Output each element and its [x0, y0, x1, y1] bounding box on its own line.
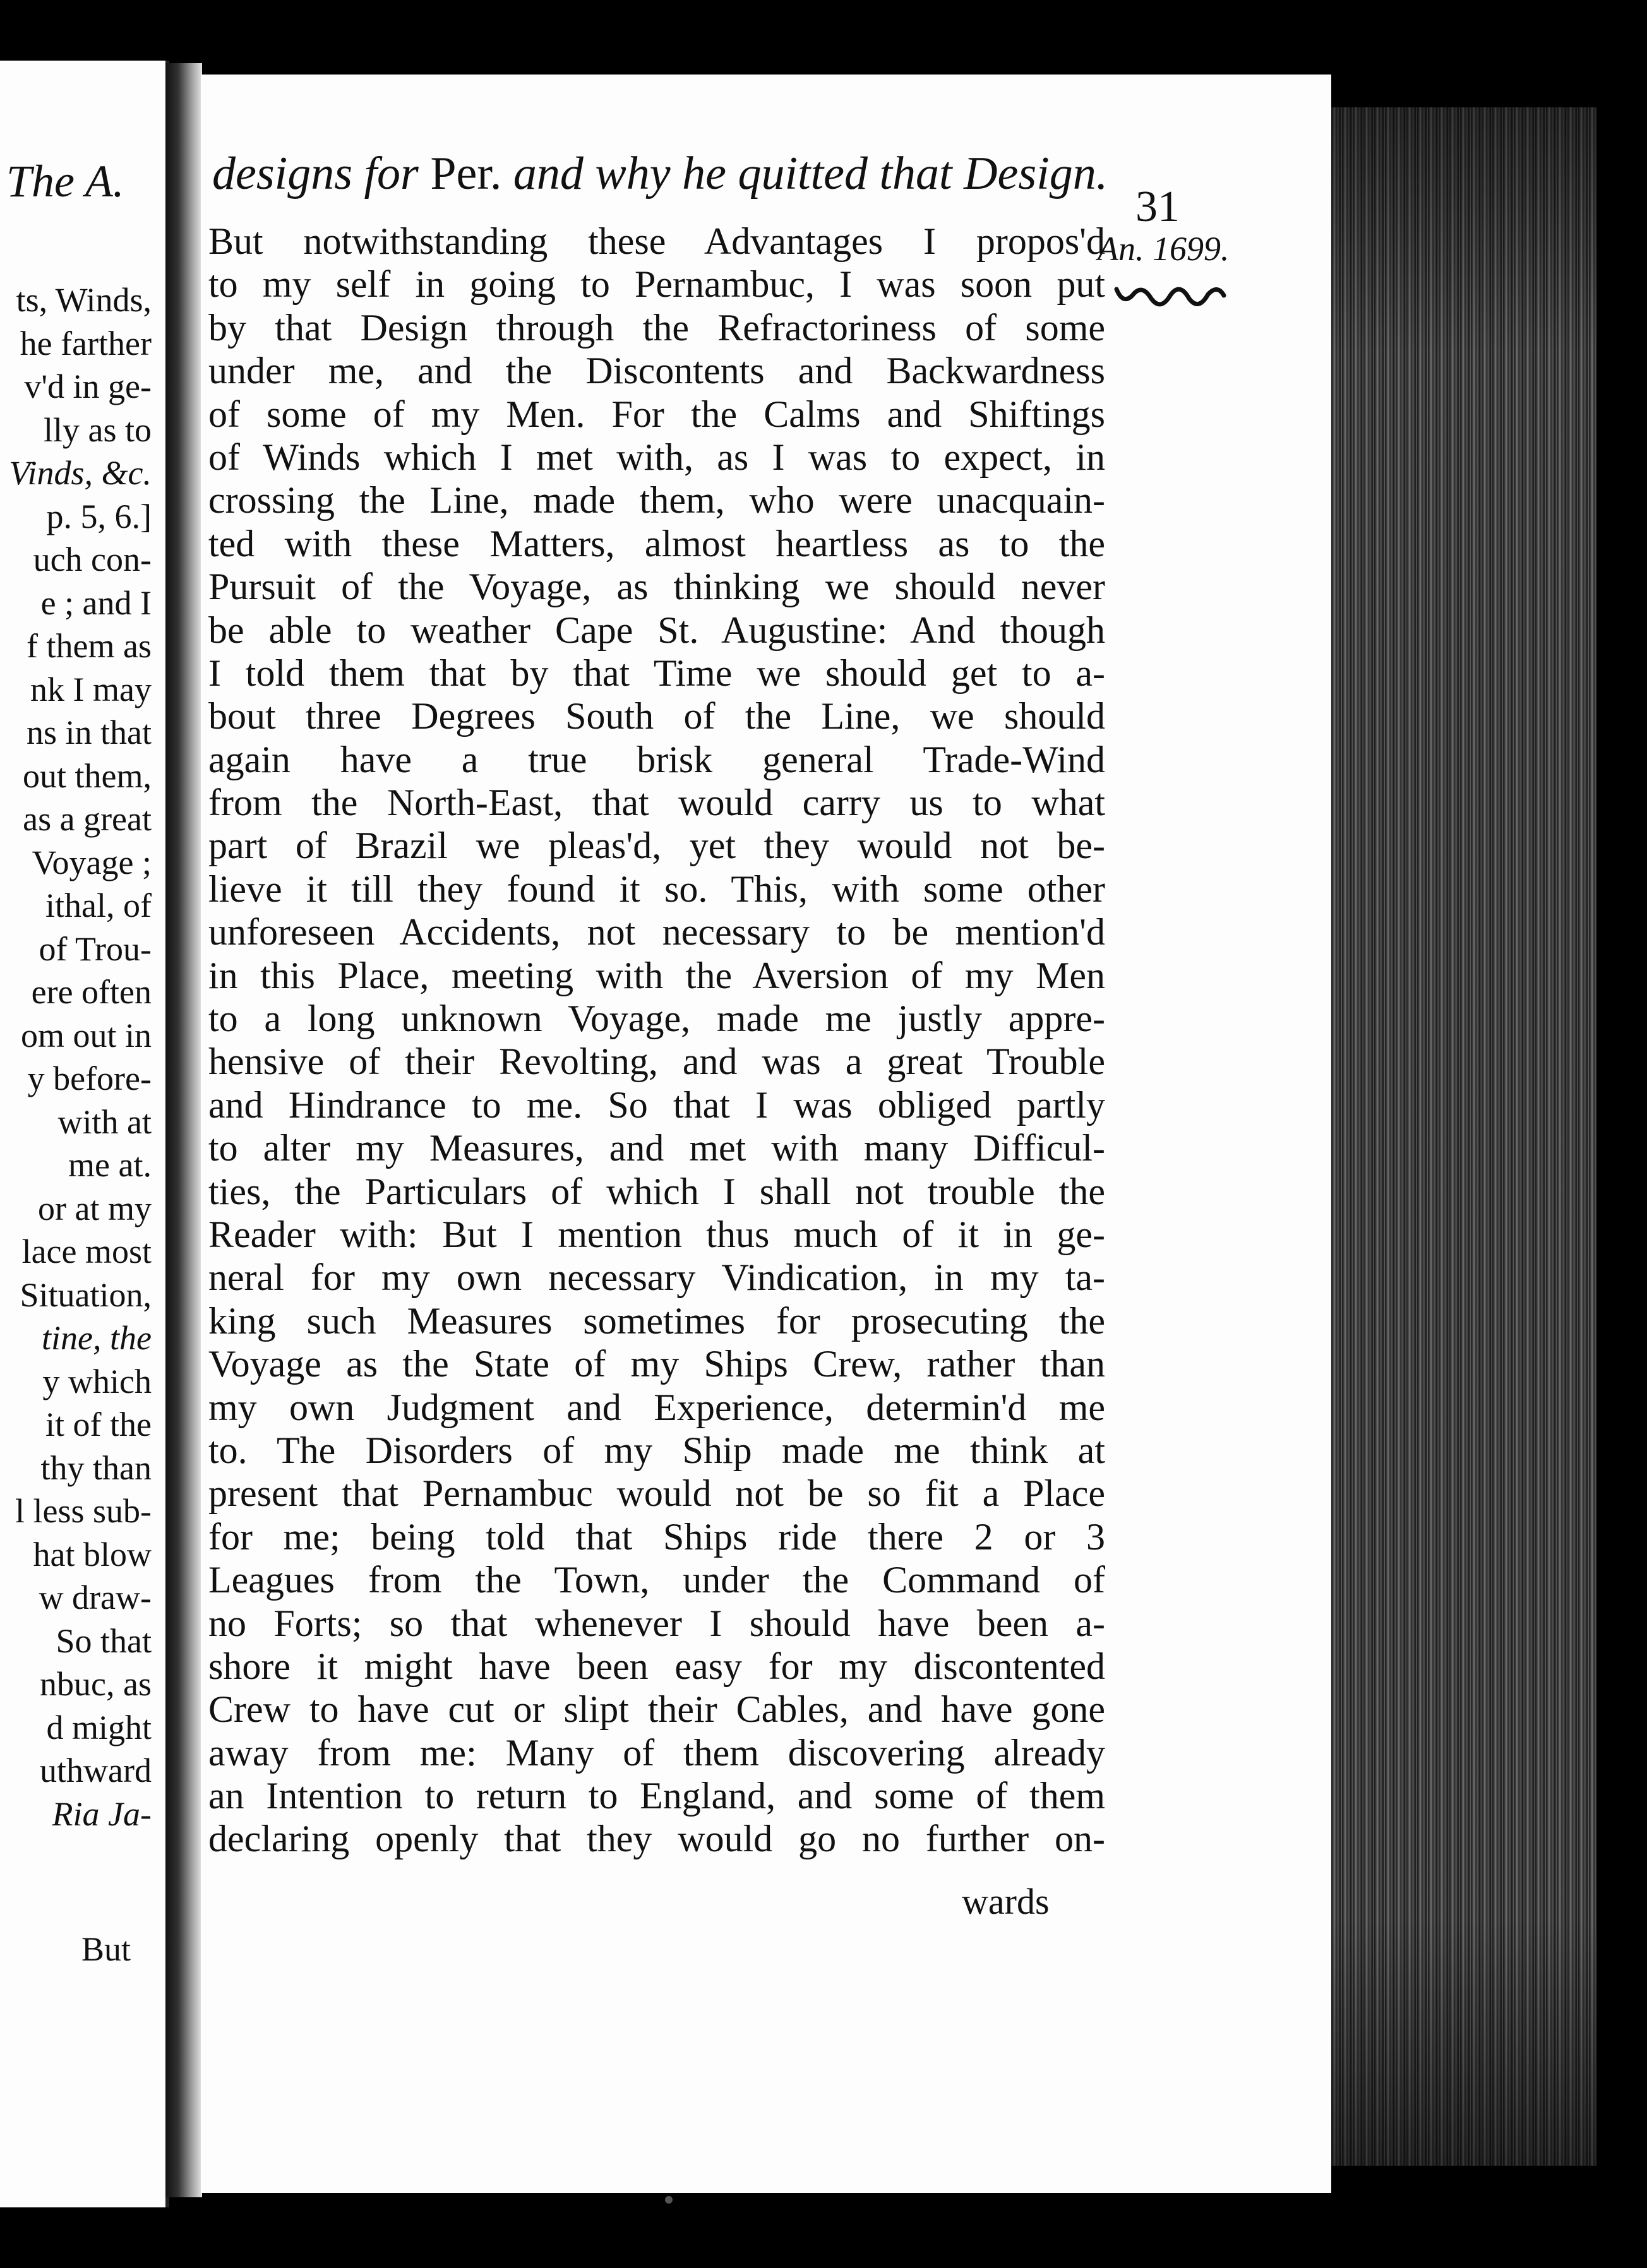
left-line: of Trou-: [39, 929, 152, 968]
left-line: thy than: [40, 1448, 152, 1487]
body-line: to a long unknown Voyage, made me justly appre-: [208, 998, 1105, 1040]
body-line: But notwithstanding these Advantages I propos'd: [208, 220, 1105, 262]
left-line: tine, the: [42, 1319, 152, 1357]
body-line: declaring openly that they would go no further on-: [208, 1818, 1105, 1860]
left-line: Situation,: [20, 1275, 152, 1314]
catchword: wards: [962, 1881, 1050, 1922]
margin-year-note: An. 1699.: [1098, 230, 1230, 268]
body-line: bout three Degrees South of the Line, we should: [208, 695, 1105, 737]
body-line: to alter my Measures, and met with many Difficul-: [208, 1127, 1105, 1169]
body-line: unforeseen Accidents, not necessary to be mention'd: [208, 911, 1105, 953]
body-line: from the North-East, that would carry us to what: [208, 782, 1105, 824]
left-line: me at.: [68, 1146, 152, 1184]
body-line: of Winds which I met with, as I was to expect, in: [208, 436, 1105, 478]
left-line: So that: [56, 1621, 152, 1660]
right-page: [201, 75, 1331, 2193]
body-line: hensive of their Revolting, and was a great Trouble: [208, 1041, 1105, 1083]
left-line: hat blow: [33, 1535, 152, 1573]
left-line: he farther: [20, 324, 152, 362]
paper-speck: [665, 2196, 673, 2204]
body-line: Leagues from the Town, under the Command of: [208, 1559, 1105, 1601]
left-line: nk I may: [30, 670, 152, 708]
body-line: lieve it till they found it so. This, with some other: [208, 868, 1105, 910]
left-line: ere often: [31, 973, 152, 1011]
body-line: of some of my Men. For the Calms and Shiftings: [208, 393, 1105, 435]
left-line: nbuc, as: [40, 1665, 152, 1703]
body-line: neral for my own necessary Vindication, in my ta-: [208, 1256, 1105, 1299]
body-line: present that Pernambuc would not be so fit a Place: [208, 1472, 1105, 1515]
left-line: Ria Ja-: [52, 1794, 152, 1833]
running-head-part: and why he quitted that Design.: [513, 148, 1108, 200]
left-line: lace most: [21, 1232, 152, 1270]
body-line: Pursuit of the Voyage, as thinking we should never: [208, 566, 1105, 608]
body-line: by that Design through the Refractoriness of some: [208, 306, 1105, 349]
left-line: ts, Winds,: [16, 281, 152, 319]
book-gutter: [165, 63, 202, 2197]
body-line: no Forts; so that whenever I should have been a-: [208, 1602, 1105, 1644]
body-line: my own Judgment and Experience, determin'd me: [208, 1386, 1105, 1428]
body-line: ted with these Matters, almost heartless as to the: [208, 522, 1105, 564]
flourish-ornament-icon: [1110, 277, 1237, 314]
left-running-head: The A.: [6, 156, 124, 206]
left-line: w draw-: [39, 1579, 152, 1616]
body-line: an Intention to return to England, and some of them: [208, 1775, 1105, 1817]
body-line: I told them that by that Time we should get to a-: [208, 652, 1105, 694]
body-line: king such Measures sometimes for prosecuting the: [208, 1299, 1105, 1342]
body-text-column: [208, 220, 1105, 1861]
left-line: v'd in ge-: [24, 367, 152, 405]
body-line: ties, the Particulars of which I shall not trouble the: [208, 1170, 1105, 1212]
left-line: d might: [46, 1708, 152, 1746]
left-line: f them as: [27, 627, 152, 665]
body-line: under me, and the Discontents and Backwardness: [208, 350, 1105, 392]
left-line: uthward: [40, 1752, 152, 1789]
left-line: uch con-: [33, 540, 152, 578]
left-line: om out in: [20, 1016, 152, 1054]
body-line: part of Brazil we pleas'd, yet they would not be-: [208, 825, 1105, 867]
body-line: to. The Disorders of my Ship made me think at: [208, 1429, 1105, 1471]
left-line: as a great: [23, 800, 152, 838]
running-head: [212, 147, 1242, 201]
left-line: or at my: [38, 1189, 152, 1227]
body-line: crossing the Line, made them, who were unacquain-: [208, 479, 1105, 522]
body-line: away from me: Many of them discovering already: [208, 1731, 1105, 1774]
left-page-fragment: [0, 61, 169, 2207]
body-line: to my self in going to Pernambuc, I was soon put: [208, 263, 1105, 306]
left-line: ns in that: [27, 713, 152, 751]
left-line: y before-: [27, 1059, 152, 1097]
body-line: Voyage as the State of my Ships Crew, rather than: [208, 1343, 1105, 1385]
body-line: Reader with: But I mention thus much of it in ge-: [208, 1213, 1105, 1255]
left-line: y which: [42, 1362, 152, 1400]
left-line: Vinds, &c.: [9, 454, 152, 492]
left-line: ithal, of: [45, 886, 152, 924]
body-line: for me; being told that Ships ride there 2 or 3: [208, 1515, 1105, 1558]
body-line: shore it might have been easy for my discontented: [208, 1645, 1105, 1687]
left-line: lly as to: [44, 410, 152, 449]
left-catchword: But: [81, 1930, 131, 1968]
left-line: e ; and I: [40, 583, 152, 622]
body-line: in this Place, meeting with the Aversion of my Men: [208, 954, 1105, 996]
running-head-part: Per.: [430, 148, 502, 200]
left-line: out them,: [23, 756, 152, 795]
left-line: with at: [57, 1102, 152, 1141]
body-line: again have a true brisk general Trade-Wind: [208, 738, 1105, 780]
body-line: be able to weather Cape St. Augustine: And though: [208, 609, 1105, 651]
body-line: and Hindrance to me. So that I was obliged partly: [208, 1083, 1105, 1126]
page-number: 31: [1135, 182, 1180, 231]
left-text-column: [9, 278, 152, 1835]
left-line: Voyage ;: [32, 843, 152, 881]
fore-edge-shadow: [1331, 107, 1596, 2166]
left-line: p. 5, 6.]: [46, 497, 152, 535]
running-head-part: designs for: [212, 148, 419, 200]
left-line: l less sub-: [15, 1492, 152, 1530]
left-line: it of the: [45, 1406, 152, 1443]
body-line: Crew to have cut or slipt their Cables, and have gone: [208, 1688, 1105, 1731]
